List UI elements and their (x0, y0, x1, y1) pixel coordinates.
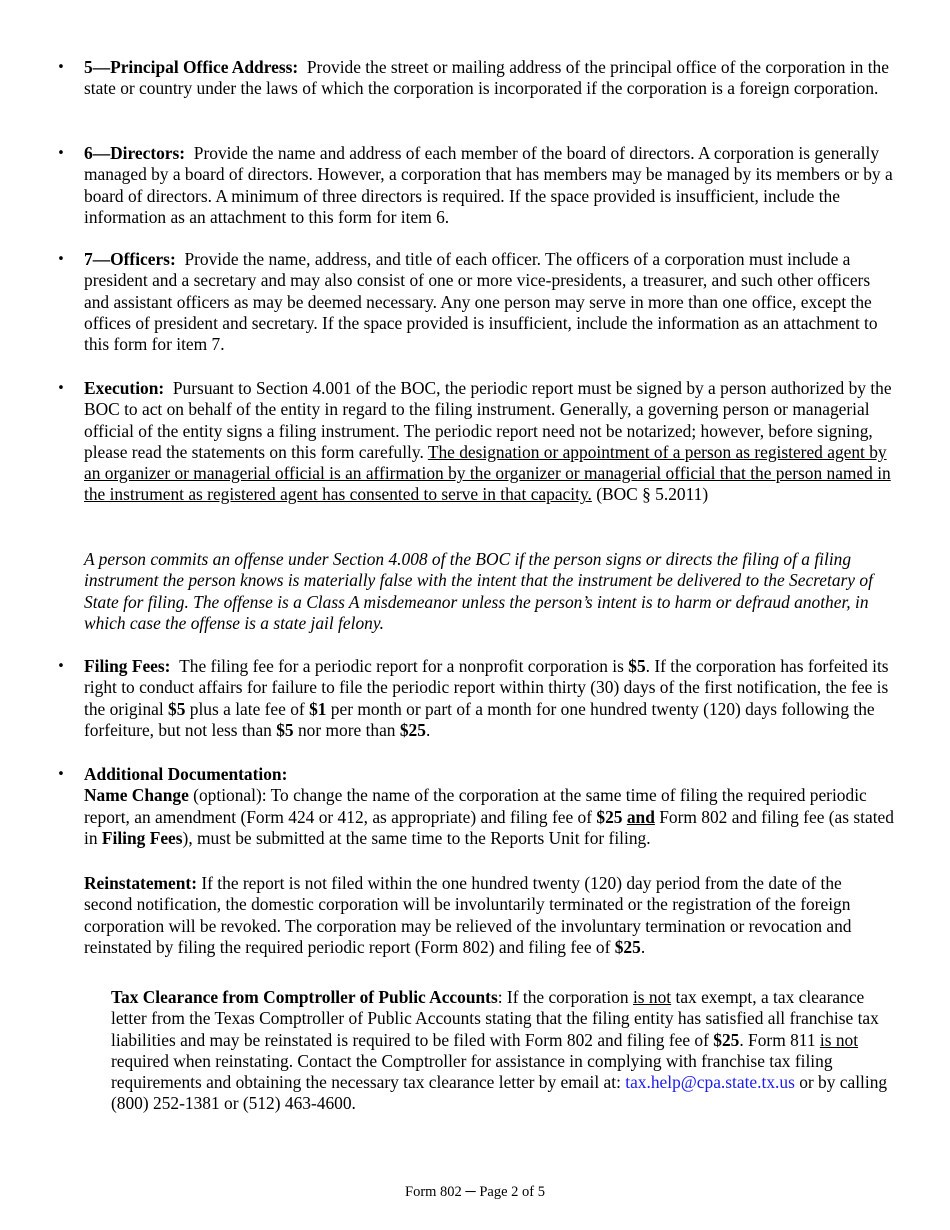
tax-clearance-paragraph (111, 987, 896, 1115)
bullet-icon: • (57, 659, 65, 674)
item-7-officers (57, 249, 894, 355)
execution-text: Pursuant to Section 4.001 of the BOC, the periodic report must be signed by a person authorized by the BOC to act on behalf of the entity in regard to the filing instrument. Generally, a governing person or managerial official of the entity signs a filing instrument. The periodic report need not be notarized; however, before signing, please read the statements on this form carefully. (84, 378, 892, 462)
item-6-directors (57, 143, 894, 228)
reinstatement-text: If the report is not filed within the one hundred twenty (120) day period from the date of the second notification, the domestic corporation will be involuntarily terminated or the registration of the foreign corporation will be revoked. The corporation may be relieved of the involuntary termination or revocation and reinstated by filing the required periodic report (Form 802) and filing fee of (84, 873, 852, 957)
fee-amount: $25 (713, 1029, 740, 1050)
fees-text: . If the corporation has forfeited its right to conduct affairs for failure to file the periodic report within thirty (30) days of the first notification, the fee is the original (84, 656, 889, 719)
fee-amount: $25 (614, 936, 641, 957)
fees-text: . (425, 719, 431, 740)
bullet-icon: • (57, 252, 65, 267)
reinstatement-paragraph (84, 873, 894, 958)
item-5-principal-office (57, 57, 894, 100)
name-change-label: Name Change (84, 785, 189, 806)
fees-text: nor more than (293, 719, 400, 740)
item-6-heading: 6—Directors: (84, 143, 186, 163)
item-5-text: Provide the street or mailing address of the principal office of the corporation in the state or country under the laws of which the corporation is incorporated if the corporation is a foreign corporation. (84, 57, 889, 99)
item-5-heading: 5—Principal Office Address: (84, 57, 299, 77)
bullet-icon: • (57, 146, 65, 161)
filing-fees-section (57, 656, 894, 741)
reinstatement-text: . (640, 936, 646, 957)
filing-fees-reference: Filing Fees (101, 827, 183, 848)
fees-text: per month or part of a month for one hundred twenty (120) days following the forfeiture, but not less than (84, 698, 875, 740)
page-footer: Form 802 ─ Page 2 of 5 (405, 1184, 545, 1200)
name-change-text: Form 802 and filing fee (as stated in (84, 806, 894, 848)
reinstatement-label: Reinstatement: (84, 873, 198, 893)
fee-amount: $1 (309, 698, 327, 719)
item-6-text: Provide the name and address of each member of the board of directors. A corporation is generally managed by a board of directors. However, a corporation that has members may be managed by its members or by a board of directors. A minimum of three directors is required. If the space provided is insufficient, include the information as an attachment to this form for item 6. (84, 143, 893, 227)
emphasis-is-not: is not (819, 1029, 859, 1050)
fee-amount: $5 (628, 656, 646, 676)
tax-clearance-label: Tax Clearance from Comptroller of Public Accounts (111, 987, 498, 1007)
execution-heading: Execution: (84, 378, 165, 398)
item-7-heading: 7—Officers: (84, 249, 176, 269)
bullet-icon: • (57, 767, 65, 782)
additional-documentation-heading: Additional Documentation: (84, 764, 288, 784)
boc-citation: (BOC § 5.2011) (591, 484, 709, 505)
emphasis-and: and (626, 806, 655, 827)
registered-agent-statement: The designation or appointment of a person as registered agent by an organizer or managerial official is an affirmation by the organizer or managerial official that the person named in the instrument as registered agent has consented to serve in that capacity. (84, 441, 891, 505)
bullet-icon: • (57, 381, 65, 396)
comptroller-email-link[interactable]: tax.help@cpa.state.tx.us (625, 1072, 795, 1093)
fee-amount: $5 (168, 698, 186, 719)
offense-warning-text: A person commits an offense under Section 4.008 of the BOC if the person signs or directs the filing of a filing instrument the person knows is materially false with the intent that the instrument be delivered to the Secretary of State for filing. The offense is a Class A misdemeanor unless the person’s intent is to harm or defraud another, in which case the offense is a state jail felony. (84, 549, 873, 633)
name-change-text: ), must be submitted at the same time to the Reports Unit for filing. (182, 827, 651, 848)
additional-documentation-section (57, 764, 894, 849)
emphasis-is-not: is not (632, 987, 672, 1007)
tax-clearance-text: . Form 811 (739, 1029, 820, 1050)
fees-text: The filing fee for a periodic report for a nonprofit corporation is (179, 656, 629, 676)
tax-clearance-text: required when reinstating. Contact the Comptroller for assistance in complying with franchise tax filing requirements and obtaining the necessary tax clearance letter by email at: (111, 1050, 833, 1093)
bullet-icon: • (57, 60, 65, 75)
filing-fees-heading: Filing Fees: (84, 656, 171, 676)
tax-clearance-text: tax exempt, a tax clearance letter from the Texas Comptroller of Public Accounts stating that the filing entity has satisfied all franchise tax liabilities and may be reinstated is required to be filed with Form 802 and filing fee of (111, 987, 879, 1050)
fee-amount: $25 (596, 806, 623, 827)
item-7-text: Provide the name, address, and title of each officer. The officers of a corporation must include a president and a secretary and may also consist of one or more vice-presidents, a treasurer, and such other officers and assistant officers as may be deemed necessary. Any one person may serve in more than one office, except the offices of president and secretary. If the space provided is insufficient, include the information as an attachment to this form for item 7. (84, 249, 878, 355)
fee-amount: $5 (276, 719, 294, 740)
fees-text: plus a late fee of (185, 698, 310, 719)
fee-amount: $25 (399, 719, 426, 740)
name-change-text: (optional): To change the name of the corporation at the same time of filing the required periodic report, an amendment (Form 424 or 412, as appropriate) and filing fee of (84, 785, 867, 827)
tax-clearance-text: or by calling (800) 252-1381 or (512) 463-4600. (111, 1072, 888, 1114)
offense-warning (84, 549, 894, 634)
tax-clearance-text: : If the corporation (497, 987, 633, 1007)
execution-section (57, 378, 894, 506)
